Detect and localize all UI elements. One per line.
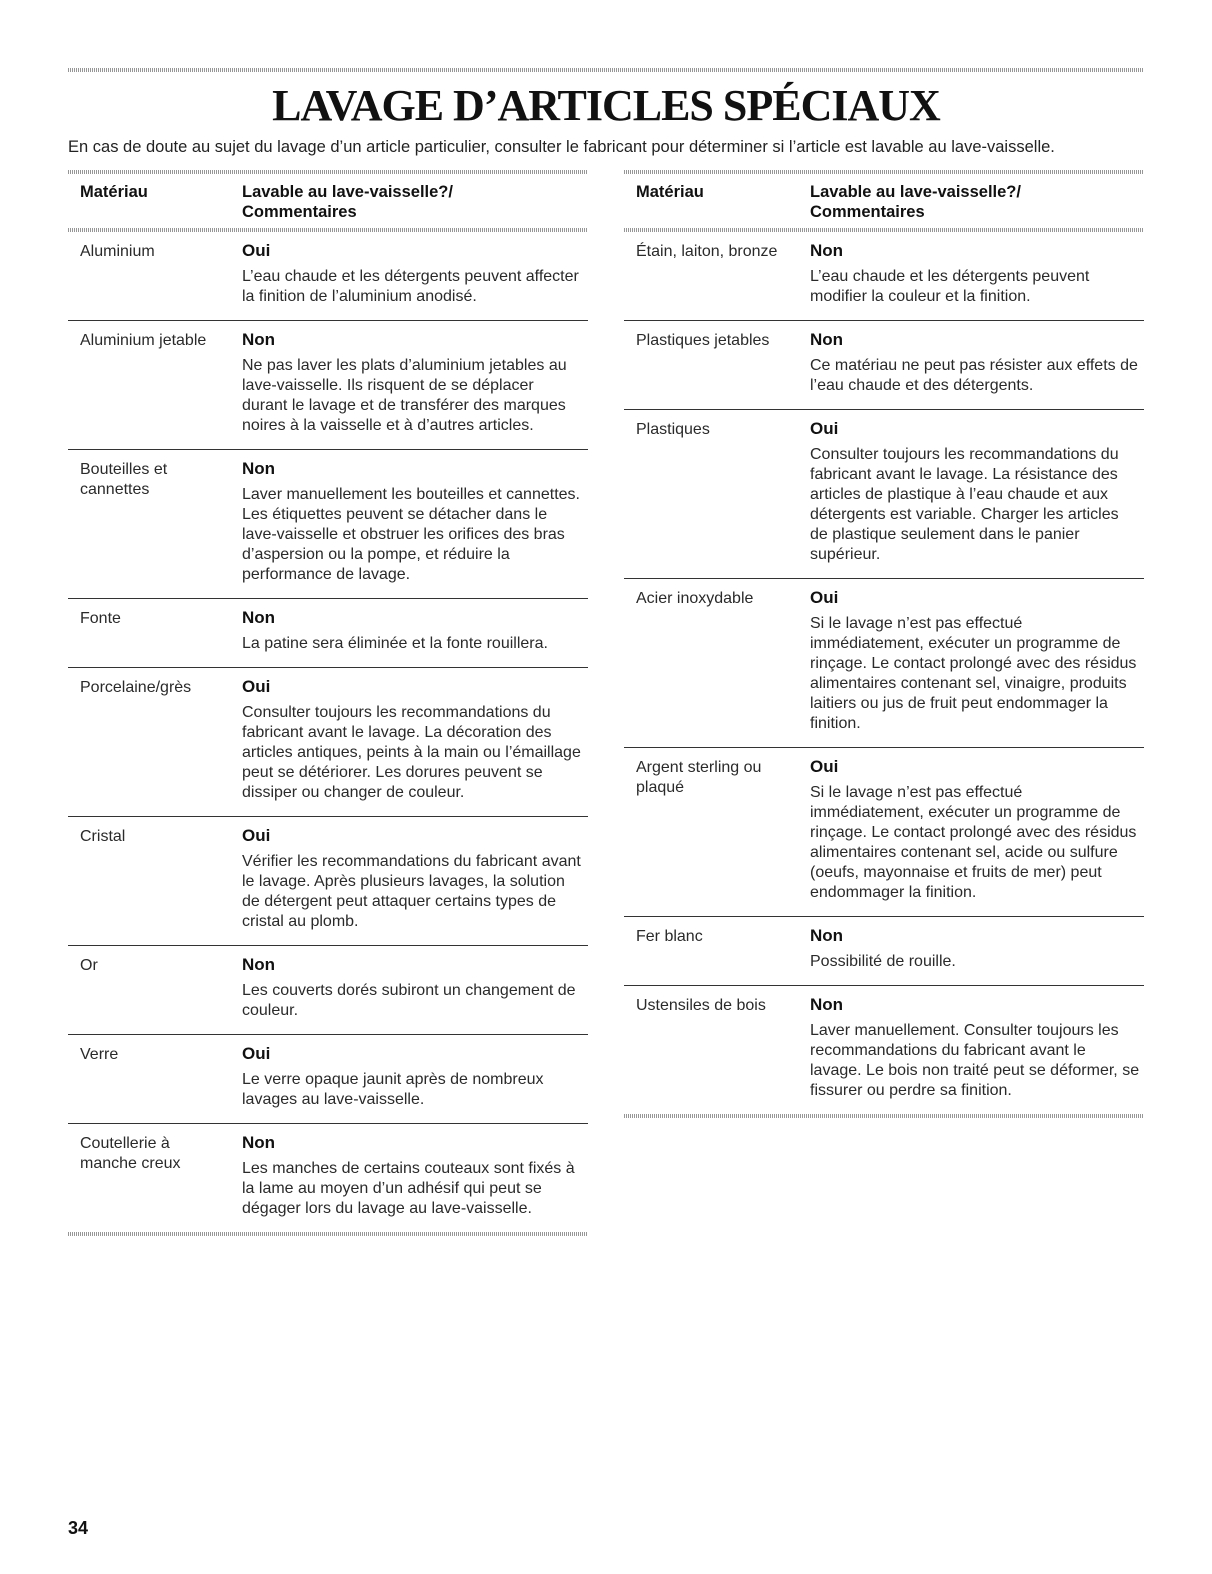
comment-text: Ce matériau ne peut pas résister aux effets de l’eau chaude et des détergents. bbox=[810, 357, 1138, 394]
table-row bbox=[624, 232, 1144, 321]
table-row bbox=[68, 321, 588, 450]
material-cell: Argent sterling ou plaqué bbox=[636, 759, 762, 796]
material-cell: Plastiques jetables bbox=[636, 332, 770, 349]
table-row bbox=[68, 599, 588, 668]
washable-cell bbox=[810, 410, 1140, 578]
table-row bbox=[68, 817, 588, 946]
comment-text: Si le lavage n’est pas effectué immédiatement, exécuter un programme de rinçage. Le contact prolongé avec des résidus alimentaires contenant sel, vinaigre, produits laitiers ou jus de fruit peut endommager la finition. bbox=[810, 615, 1137, 732]
washable-cell bbox=[810, 917, 1140, 985]
material-cell: Verre bbox=[80, 1046, 119, 1063]
table-body-left bbox=[68, 232, 588, 1232]
material-cell: Plastiques bbox=[636, 421, 710, 438]
washable-cell bbox=[242, 450, 582, 598]
table-row bbox=[624, 579, 1144, 748]
page-title: LAVAGE D’ARTICLES SPÉCIAUX bbox=[272, 81, 940, 130]
table-row bbox=[68, 946, 588, 1035]
material-cell: Aluminium bbox=[80, 243, 155, 260]
comment-text: L’eau chaude et les détergents peuvent modifier la couleur et la finition. bbox=[810, 268, 1090, 305]
washable-cell bbox=[810, 986, 1140, 1114]
material-cell: Porcelaine/grès bbox=[80, 679, 192, 696]
comment-text: Consulter toujours les recommandations du fabricant avant le lavage. La décoration des articles antiques, peints à la main ou l’émaillage peut se détériorer. Les dorures peuvent se dissiper ou changer de couleur. bbox=[242, 704, 581, 801]
table-row bbox=[624, 410, 1144, 579]
verdict-label: Non bbox=[242, 955, 276, 974]
header-material: Matériau bbox=[636, 183, 704, 201]
header-washable-line1: Lavable au lave-vaisselle?/ bbox=[810, 183, 1021, 201]
comment-text: Si le lavage n’est pas effectué immédiatement, exécuter un programme de rinçage. Le contact prolongé avec des résidus alimentaires contenant sel, acide ou sulfure (oeufs, mayonnaise et fruits de mer) peut endommager la finition. bbox=[810, 784, 1137, 901]
verdict-label: Non bbox=[810, 330, 844, 349]
verdict-label: Non bbox=[810, 926, 844, 945]
verdict-label: Oui bbox=[810, 588, 839, 607]
comment-text: L’eau chaude et les détergents peuvent affecter la finition de l’aluminium anodisé. bbox=[242, 268, 579, 305]
material-cell: Étain, laiton, bronze bbox=[636, 243, 778, 260]
header-washable-line2: Commentaires bbox=[810, 203, 925, 221]
washable-cell bbox=[810, 321, 1140, 409]
header-top-divider bbox=[68, 170, 588, 174]
washable-cell bbox=[242, 668, 582, 816]
material-cell: Ustensiles de bois bbox=[636, 997, 766, 1014]
table-row bbox=[624, 986, 1144, 1114]
comment-text: Laver manuellement les bouteilles et cannettes. Les étiquettes peuvent se détacher dans le lave-vaisselle et obstruer les orifices des bras d’aspersion ou la pompe, et réduire la performance de lavage. bbox=[242, 486, 580, 583]
top-divider bbox=[68, 68, 1144, 72]
washable-cell bbox=[242, 232, 582, 320]
material-cell: Fonte bbox=[80, 610, 121, 627]
verdict-label: Non bbox=[242, 1133, 276, 1152]
verdict-label: Oui bbox=[242, 1044, 271, 1063]
comment-text: La patine sera éliminée et la fonte rouillera. bbox=[242, 635, 548, 652]
table-bottom-divider bbox=[68, 1232, 588, 1236]
header-washable-line2: Commentaires bbox=[242, 203, 357, 221]
washable-cell bbox=[242, 946, 582, 1034]
header-material: Matériau bbox=[80, 183, 148, 201]
comment-text: Les manches de certains couteaux sont fixés à la lame au moyen d’un adhésif qui peut se dégager lors du lavage au lave-vaisselle. bbox=[242, 1160, 575, 1217]
table-row bbox=[68, 668, 588, 817]
intro-paragraph: En cas de doute au sujet du lavage d’un article particulier, consulter le fabricant pour déterminer si l’article est lavable au lave-vaisselle. bbox=[68, 138, 1055, 156]
table-row bbox=[624, 748, 1144, 917]
verdict-label: Non bbox=[810, 241, 844, 260]
table-row bbox=[624, 917, 1144, 986]
material-cell: Aluminium jetable bbox=[80, 332, 207, 349]
material-cell: Acier inoxydable bbox=[636, 590, 754, 607]
washable-cell bbox=[242, 599, 582, 667]
table-header bbox=[624, 170, 1144, 232]
comment-text: Vérifier les recommandations du fabricant avant le lavage. Après plusieurs lavages, la solution de détergent peut attaquer certains types de cristal au plomb. bbox=[242, 853, 581, 930]
comment-text: Les couverts dorés subiront un changement de couleur. bbox=[242, 982, 576, 1019]
table-bottom-divider bbox=[624, 1114, 1144, 1118]
material-cell: Bouteilles et cannettes bbox=[80, 461, 168, 498]
verdict-label: Non bbox=[242, 608, 276, 627]
washable-cell bbox=[810, 579, 1140, 747]
table-row bbox=[68, 1124, 588, 1232]
header-washable bbox=[242, 182, 582, 222]
comment-text: Consulter toujours les recommandations du fabricant avant le lavage. La résistance des articles de plastique à l’eau chaude et aux détergents est variable. Charger les articles de plastique seulement dans le panier supérieur. bbox=[810, 446, 1119, 563]
table-row bbox=[624, 321, 1144, 410]
table-header bbox=[68, 170, 588, 232]
verdict-label: Oui bbox=[242, 241, 271, 260]
verdict-label: Oui bbox=[242, 677, 271, 696]
comment-text: Le verre opaque jaunit après de nombreux lavages au lave-vaisselle. bbox=[242, 1071, 544, 1108]
verdict-label: Oui bbox=[810, 757, 839, 776]
table-row bbox=[68, 232, 588, 321]
washable-cell bbox=[810, 232, 1140, 320]
table-body-right bbox=[624, 232, 1144, 1114]
materials-table-right bbox=[624, 170, 1144, 1114]
material-cell: Fer blanc bbox=[636, 928, 703, 945]
header-washable-line1: Lavable au lave-vaisselle?/ bbox=[242, 183, 453, 201]
header-washable bbox=[810, 182, 1150, 222]
verdict-label: Oui bbox=[810, 419, 839, 438]
material-cell: Coutellerie à manche creux bbox=[80, 1135, 181, 1172]
header-top-divider bbox=[624, 170, 1144, 174]
washable-cell bbox=[810, 748, 1140, 916]
comment-text: Laver manuellement. Consulter toujours les recommandations du fabricant avant le lavage. Le bois non traité peut se déformer, se fissurer ou perdre sa finition. bbox=[810, 1022, 1140, 1099]
verdict-label: Oui bbox=[242, 826, 271, 845]
washable-cell bbox=[242, 817, 582, 945]
comment-text: Ne pas laver les plats d’aluminium jetables au lave-vaisselle. Ils risquent de se déplacer durant le lavage et de transférer des marques noires à la vaisselle et à d’autres articles. bbox=[242, 357, 567, 434]
comment-text: Possibilité de rouille. bbox=[810, 953, 956, 970]
washable-cell bbox=[242, 1124, 582, 1232]
washable-cell bbox=[242, 321, 582, 449]
materials-table-left bbox=[68, 170, 588, 1232]
table-row bbox=[68, 450, 588, 599]
verdict-label: Non bbox=[242, 330, 276, 349]
material-cell: Cristal bbox=[80, 828, 126, 845]
page-number: 34 bbox=[68, 1518, 89, 1538]
verdict-label: Non bbox=[810, 995, 844, 1014]
table-row bbox=[68, 1035, 588, 1124]
material-cell: Or bbox=[80, 957, 98, 974]
washable-cell bbox=[242, 1035, 582, 1123]
verdict-label: Non bbox=[242, 459, 276, 478]
